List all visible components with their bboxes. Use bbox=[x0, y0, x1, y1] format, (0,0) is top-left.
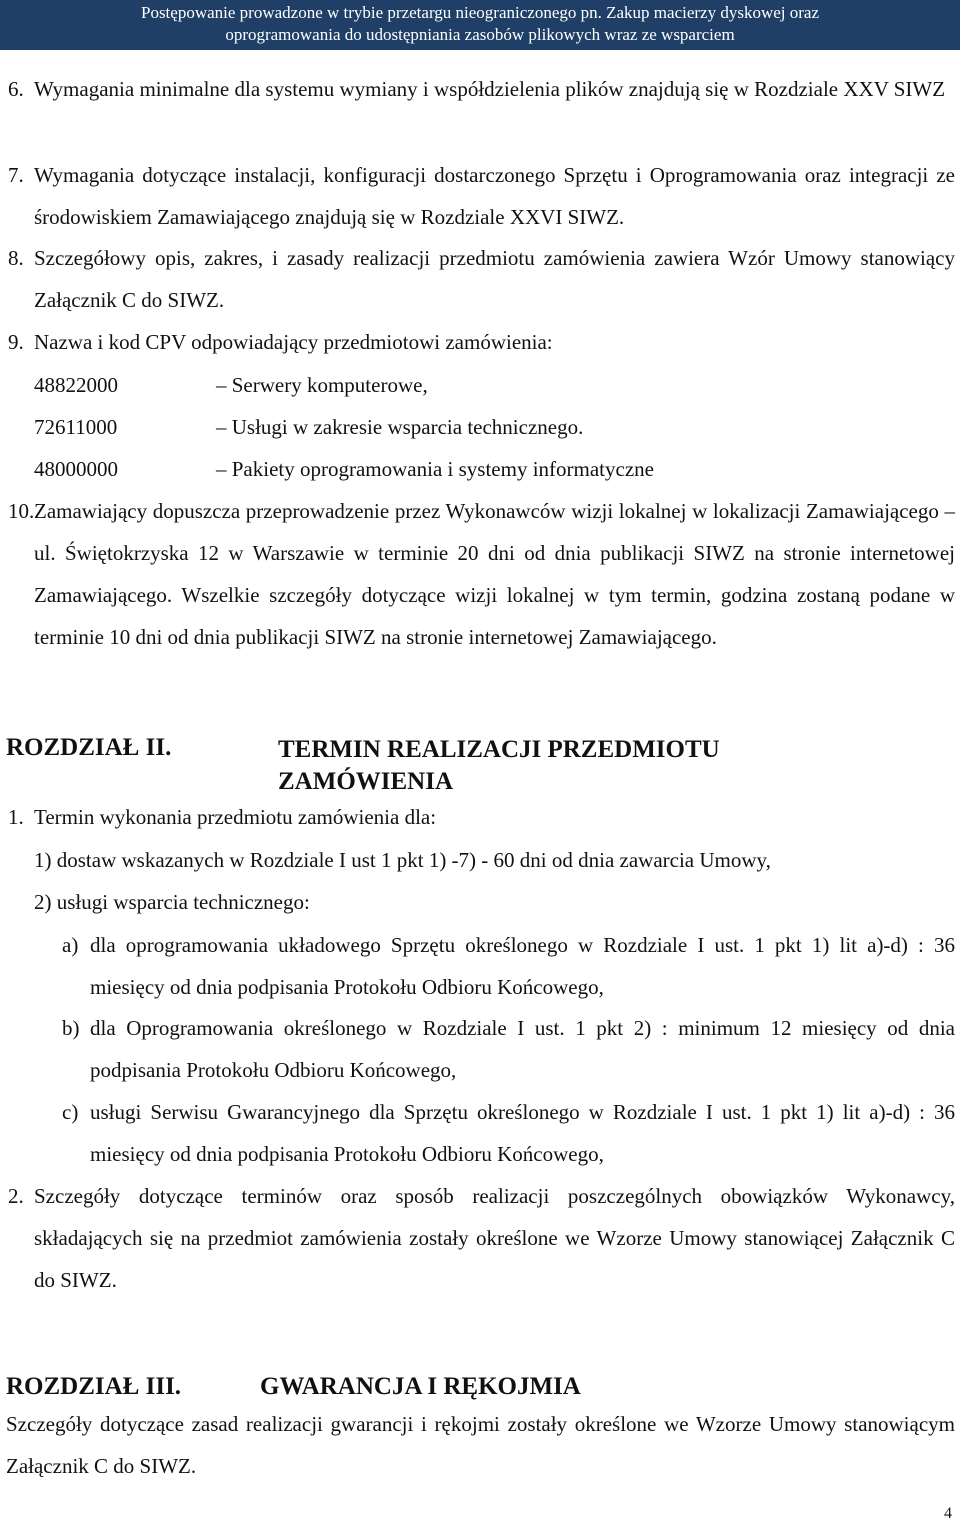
sub-point-b bbox=[0, 1007, 955, 1091]
item-number: 6. bbox=[8, 77, 24, 101]
cpv-code: 48000000 bbox=[34, 457, 118, 481]
item-number: 9. bbox=[8, 330, 24, 354]
item-text: Wymagania minimalne dla systemu wymiany i współdzielenia plików znajdują się w Rozdziale XXV SIWZ bbox=[34, 77, 946, 101]
item-text: Wymagania dotyczące instalacji, konfiguracji dostarczonego Sprzętu i Oprogramowania oraz integracji ze środowiskiem Zamawiającego znajdują się w Rozdziale XXVI SIWZ. bbox=[34, 163, 955, 229]
sub-point-c bbox=[0, 1091, 955, 1175]
paragraph-8 bbox=[0, 237, 955, 321]
paragraph-7 bbox=[0, 154, 955, 238]
cpv-row bbox=[0, 364, 955, 406]
header-line-1: Postępowanie prowadzone w trybie przetargu nieograniczonego pn. Zakup macierzy dyskowej oraz bbox=[140, 3, 820, 22]
sub-point-label: b) bbox=[62, 1016, 80, 1040]
item-number: 7. bbox=[8, 163, 24, 187]
paragraph-10 bbox=[0, 490, 955, 702]
sub-point-label: a) bbox=[62, 933, 79, 957]
sub-point-label: c) bbox=[62, 1100, 79, 1124]
header-line-2: oprogramowania do udostępniania zasobów plikowych wraz ze wsparciem bbox=[225, 25, 735, 44]
item-number: 2. bbox=[8, 1184, 24, 1208]
chapter-3-title: GWARANCJA I RĘKOJMIA bbox=[260, 1373, 581, 1400]
sub-point-text: dla oprogramowania układowego Sprzętu określonego w Rozdziale I ust. 1 pkt 1) lit a)-d) : 36 miesięcy od dnia podpisania Protokołu Odbioru Końcowego, bbox=[90, 933, 955, 999]
sub-item-2: 2) usługi wsparcia technicznego: bbox=[34, 890, 310, 914]
chapter-2-point-1 bbox=[0, 796, 955, 838]
item-number: 8. bbox=[8, 246, 24, 270]
cpv-row bbox=[0, 448, 955, 490]
chapter-2-point-2 bbox=[0, 1175, 955, 1301]
sub-item-1: 1) dostaw wskazanych w Rozdziale I ust 1 pkt 1) -7) - 60 dni od dnia zawarcia Umowy, bbox=[34, 848, 771, 872]
cpv-description: – Pakiety oprogramowania i systemy informatyczne bbox=[216, 457, 654, 481]
cpv-code: 72611000 bbox=[34, 415, 118, 439]
item-text: Zamawiający dopuszcza przeprowadzenie przez Wykonawców wizji lokalnej w lokalizacji Zamawiającego – ul. Świętokrzyska 12 w Warszawie w terminie 20 dni od dnia publikacji SIWZ na stronie internetowej Zamawiającego. Wszelkie szczegóły dotyczące wizji lokalnej w tym termin, godzina zostaną podane w terminie 10 dni od dnia publikacji SIWZ na stronie internetowej Zamawiającego. bbox=[34, 499, 955, 649]
sub-point-text: usługi Serwisu Gwarancyjnego dla Sprzętu określonego w Rozdziale I ust. 1 pkt 1) lit a)-d) : 36 miesięcy od dnia podpisania Protokołu Odbioru Końcowego, bbox=[90, 1100, 955, 1166]
cpv-description: – Usługi w zakresie wsparcia technicznego. bbox=[216, 415, 584, 439]
item-number: 10. bbox=[8, 499, 35, 523]
chapter-3-label: ROZDZIAŁ III. bbox=[6, 1373, 182, 1400]
paragraph-6 bbox=[0, 68, 955, 152]
item-number: 1. bbox=[8, 805, 24, 829]
cpv-row bbox=[0, 406, 955, 448]
cpv-code: 48822000 bbox=[34, 373, 118, 397]
chapter-2-title: TERMIN REALIZACJI PRZEDMIOTU ZAMÓWIENIA bbox=[278, 736, 720, 795]
sub-point-a bbox=[0, 924, 955, 1008]
page-number: 4 bbox=[944, 1505, 952, 1522]
sub-point-text: dla Oprogramowania określonego w Rozdziale I ust. 1 pkt 2) : minimum 12 miesięcy od dnia podpisania Protokołu Odbioru Końcowego, bbox=[90, 1016, 955, 1082]
item-text: Nazwa i kod CPV odpowiadający przedmiotowi zamówienia: bbox=[34, 330, 553, 354]
item-text: Termin wykonania przedmiotu zamówienia dla: bbox=[34, 805, 437, 829]
paragraph-9 bbox=[0, 321, 955, 363]
item-text: Szczegółowy opis, zakres, i zasady realizacji przedmiotu zamówienia zawiera Wzór Umowy stanowiący Załącznik C do SIWZ. bbox=[34, 246, 955, 312]
chapter-3-text: Szczegóły dotyczące zasad realizacji gwarancji i rękojmi zostały określone we Wzorze Umowy stanowiącym Załącznik C do SIWZ. bbox=[6, 1412, 955, 1478]
item-text: Szczegóły dotyczące terminów oraz sposób realizacji poszczególnych obowiązków Wykonawcy, składających się na przedmiot zamówienia zostały określone we Wzorze Umowy stanowiącej Załącznik C do SIWZ. bbox=[34, 1184, 955, 1292]
cpv-description: – Serwery komputerowe, bbox=[216, 373, 428, 397]
document-header bbox=[0, 0, 960, 50]
chapter-2-label: ROZDZIAŁ II. bbox=[6, 734, 172, 761]
